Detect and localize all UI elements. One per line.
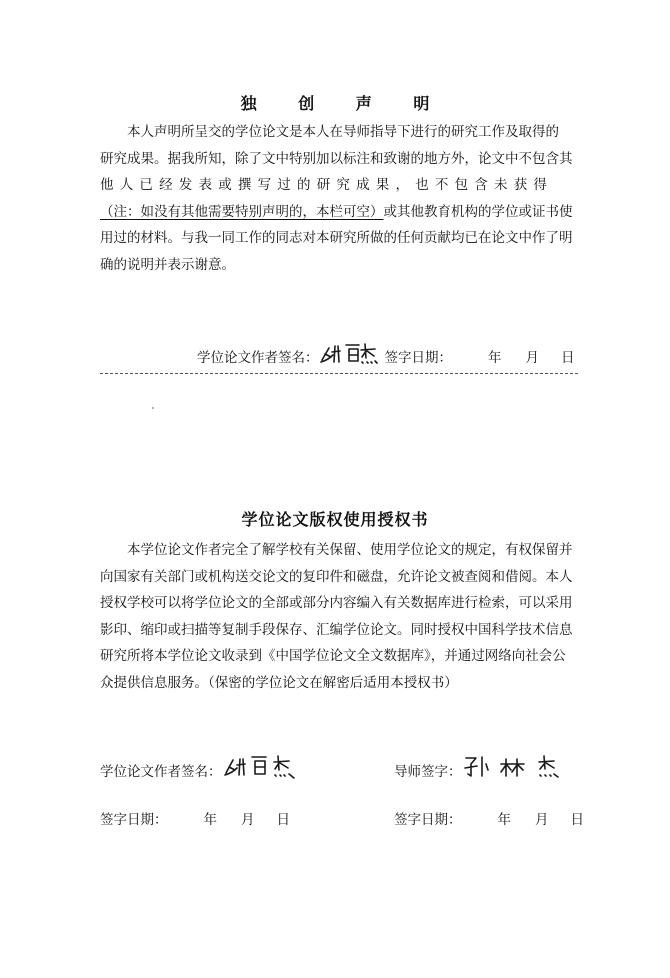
declaration-month-label: 月 — [525, 350, 539, 366]
declaration-line-4 — [100, 199, 578, 226]
authorization-author-sig-label: 学位论文作者签名： — [100, 764, 222, 780]
declaration-title: 独 创 声 明 — [240, 94, 448, 113]
authorization-date-row-right — [394, 808, 584, 828]
authorization-sign-date-label-left: 签字日期： — [100, 812, 168, 828]
authorization-line-5: 研究所将本学位论文收录到《中国学位论文全文数据库》，并通过网络向社会公 — [100, 648, 566, 665]
authorization-line-6: 众提供信息服务。（保密的学位论文在解密后适用本授权书） — [100, 674, 458, 691]
authorization-date-row-left — [100, 808, 290, 828]
declaration-line-3: 他人已经发表或撰写过的研究成果，也不包含未获得 — [100, 177, 554, 194]
declaration-date-fields — [452, 346, 575, 366]
declaration-line-6: 确的说明并表示谢意。 — [100, 256, 235, 273]
scan-speck — [152, 407, 154, 409]
declaration-body — [100, 119, 578, 279]
authorization-body — [100, 537, 578, 697]
section-divider — [100, 373, 578, 374]
declaration-year-label: 年 — [488, 350, 502, 366]
author-handwritten-signature-2 — [222, 752, 322, 780]
declaration-line-5: 用过的材料。与我一同工作的同志对本研究所做的任何贡献均已在论文中作了明 — [100, 230, 573, 247]
authorization-month-left: 月 — [241, 812, 255, 828]
declaration-sign-date-label: 签字日期： — [384, 350, 452, 366]
advisor-handwritten-signature — [462, 752, 572, 780]
author-handwritten-signature — [319, 340, 385, 366]
authorization-line-4: 影印、缩印或扫描等复制手段保存、汇编学位论文。同时授权中国科学技术信息 — [100, 621, 573, 638]
authorization-year-right: 年 — [497, 812, 511, 828]
declaration-signature-row — [197, 340, 575, 366]
authorization-advisor-signature-row — [394, 752, 572, 780]
authorization-line-1: 本学位论文作者完全了解学校有关保留、使用学位论文的规定，有权保留并 — [127, 542, 573, 558]
authorization-day-right: 日 — [570, 812, 584, 828]
declaration-author-sig-label: 学位论文作者签名： — [197, 350, 319, 366]
authorization-title: 学位论文版权使用授权书 — [241, 510, 429, 529]
authorization-month-right: 月 — [535, 812, 549, 828]
authorization-sign-date-label-right: 签字日期： — [394, 812, 462, 828]
declaration-line-4-rest: 或其他教育机构的学位或证书使 — [383, 203, 573, 220]
declaration-line-1: 本人声明所呈交的学位论文是本人在导师指导下进行的研究工作及取得的 — [127, 124, 559, 140]
declaration-note: （注：如没有其他需要特别声明的，本栏可空） — [100, 203, 384, 220]
authorization-author-signature-row — [100, 752, 322, 780]
authorization-day-left: 日 — [276, 812, 290, 828]
authorization-line-2: 向国家有关部门或机构送交论文的复印件和磁盘，允许论文被查阅和借阅。本人 — [100, 568, 573, 585]
declaration-day-label: 日 — [561, 350, 575, 366]
authorization-line-3: 授权学校可以将学位论文的全部或部分内容编入有关数据库进行检索，可以采用 — [100, 595, 573, 612]
authorization-advisor-sig-label: 导师签字： — [394, 764, 462, 780]
authorization-year-left: 年 — [203, 812, 217, 828]
declaration-line-2: 研究成果。据我所知，除了文中特别加以标注和致谢的地方外，论文中不包含其 — [100, 150, 573, 167]
